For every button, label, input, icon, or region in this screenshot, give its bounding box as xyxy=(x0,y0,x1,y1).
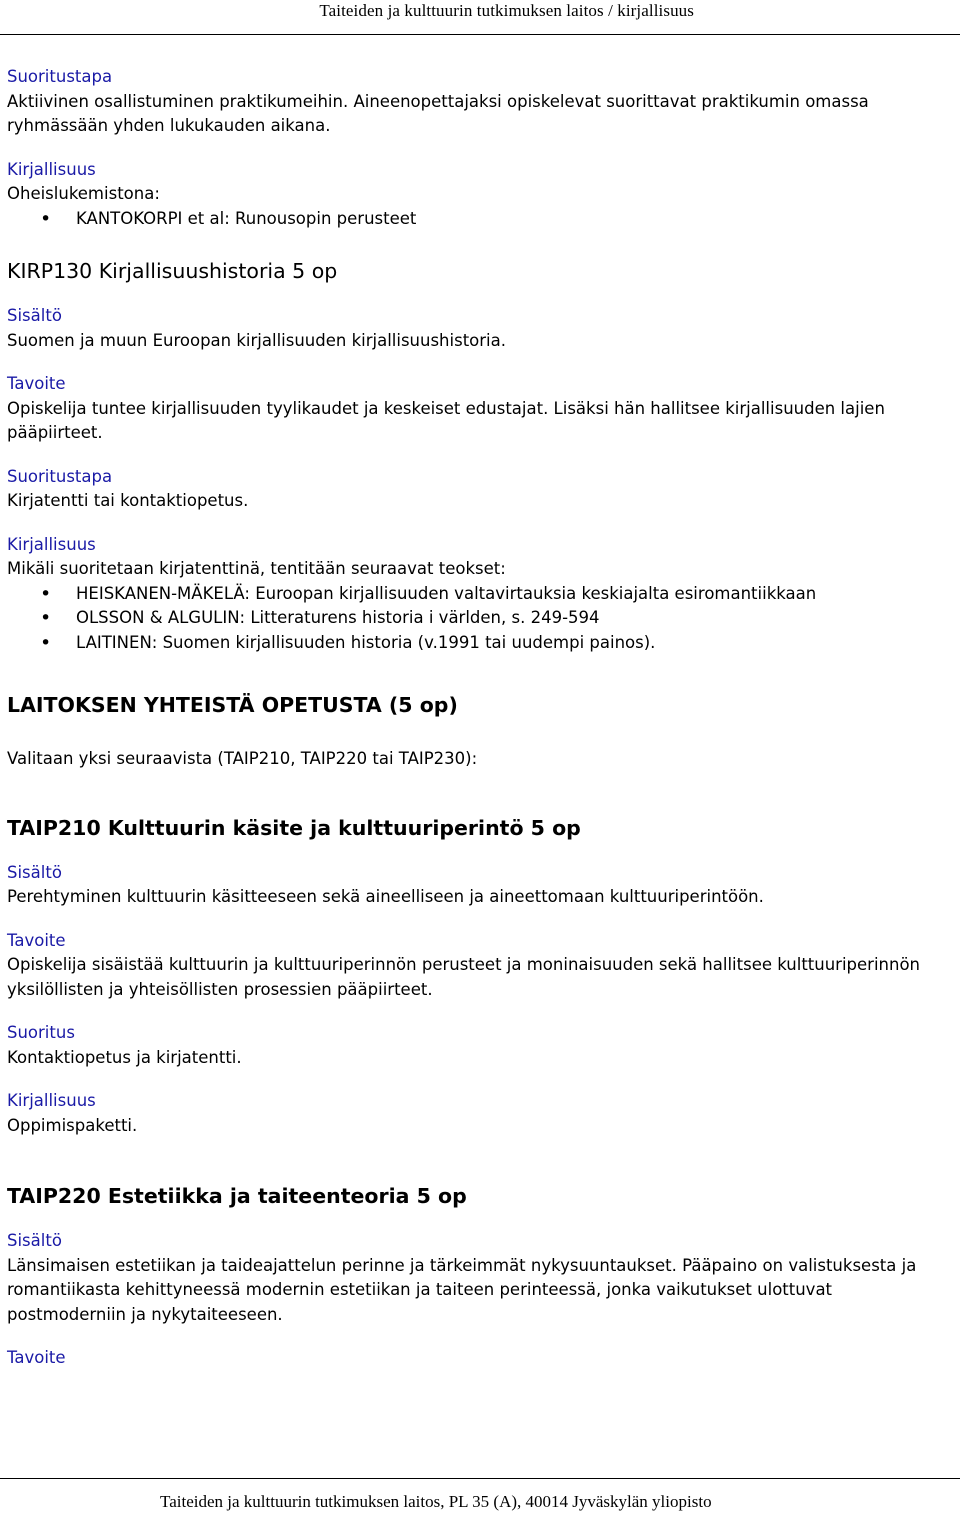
page-footer xyxy=(0,1478,960,1517)
sisalto-text: Länsimaisen estetiikan ja taideajattelun perinne ja tärkeimmät nykysuuntaukset. Pääpaino on valistuksesta ja romantiikasta kehittyneessä modernin estetiikan ja taiteen perinteessä, jonka vaikutukset ulottuvat postmoderniin ja nykytaiteeseen. xyxy=(7,1255,917,1324)
page-header xyxy=(0,0,960,35)
suoritus-text: Kontaktiopetus ja kirjatentti. xyxy=(7,1047,242,1067)
page-content xyxy=(7,65,942,1371)
suoritustapa-label: Suoritustapa xyxy=(7,466,113,486)
kirjallisuus-intro: Oheislukemistona: xyxy=(7,184,160,203)
sisalto-text: Suomen ja muun Euroopan kirjallisuuden kirjallisuushistoria. xyxy=(7,330,506,350)
sisalto-label: Sisältö xyxy=(7,862,62,882)
list-item: • LAITINEN: Suomen kirjallisuuden historia (v.1991 tai uudempi painos). xyxy=(7,631,942,656)
list-item: • HEISKANEN-MÄKELÄ: Euroopan kirjallisuuden valtavirtauksia keskiajalta esiromantiikkaan xyxy=(7,582,942,607)
kirjallisuus-label: Kirjallisuus xyxy=(7,1091,96,1110)
tavoite-text: Opiskelija tuntee kirjallisuuden tyylikaudet ja keskeiset edustajat. Lisäksi hän hallitsee kirjallisuuden lajien pääpiirteet. xyxy=(7,398,885,442)
reading-list xyxy=(7,582,942,656)
section-title: LAITOKSEN YHTEISTÄ OPETUSTA (5 op) xyxy=(7,693,458,717)
course-title-taip210: TAIP210 Kulttuurin käsite ja kulttuuriperintö 5 op xyxy=(7,815,581,840)
tavoite-label: Tavoite xyxy=(7,1348,66,1367)
kirjallisuus-label: Kirjallisuus xyxy=(7,534,96,554)
sisalto-label: Sisältö xyxy=(7,306,62,325)
header-title: Taiteiden ja kulttuurin tutkimuksen laitos / kirjallisuus xyxy=(319,1,694,20)
course-title-kirp130: KIRP130 Kirjallisuushistoria 5 op xyxy=(7,259,338,283)
tavoite-label: Tavoite xyxy=(7,374,66,393)
suoritustapa-text: Kirjatentti tai kontaktiopetus. xyxy=(7,491,249,510)
sisalto-text: Perehtyminen kulttuurin käsitteeseen sekä aineelliseen ja aineettomaan kulttuuriperintöön. xyxy=(7,887,764,906)
suoritustapa-label: Suoritustapa xyxy=(7,67,113,86)
suoritus-label: Suoritus xyxy=(7,1023,75,1042)
kirjallisuus-label: Kirjallisuus xyxy=(7,159,96,179)
section-intro: Valitaan yksi seuraavista (TAIP210, TAIP220 tai TAIP230): xyxy=(7,749,478,768)
tavoite-text: Opiskelija sisäistää kulttuurin ja kulttuuriperinnön perusteet ja moninaisuuden sekä hallitsee kulttuuriperinnön yksilöllisten ja yhteisöllisten prosessien pääpiirteet. xyxy=(7,955,921,999)
tavoite-label: Tavoite xyxy=(7,930,66,950)
kirjallisuus-text: Oppimispaketti. xyxy=(7,1115,138,1135)
course-title-taip220: TAIP220 Estetiikka ja taiteenteoria 5 op xyxy=(7,1184,467,1208)
reading-list xyxy=(7,207,942,232)
footer-text: Taiteiden ja kulttuurin tutkimuksen laitos, PL 35 (A), 40014 Jyväskylän yliopisto xyxy=(160,1492,712,1511)
suoritustapa-text: Aktiivinen osallistuminen praktikumeihin. Aineenopettajaksi opiskelevat suorittavat praktikumin omassa ryhmässään yhden lukukauden aikana. xyxy=(7,91,869,135)
kirjallisuus-intro: Mikäli suoritetaan kirjatenttinä, tentitään seuraavat teokset: xyxy=(7,559,506,578)
list-item: • KANTOKORPI et al: Runousopin perusteet xyxy=(7,207,942,232)
sisalto-label: Sisältö xyxy=(7,1231,62,1250)
list-item: • OLSSON & ALGULIN: Litteraturens historia i världen, s. 249-594 xyxy=(7,606,942,631)
